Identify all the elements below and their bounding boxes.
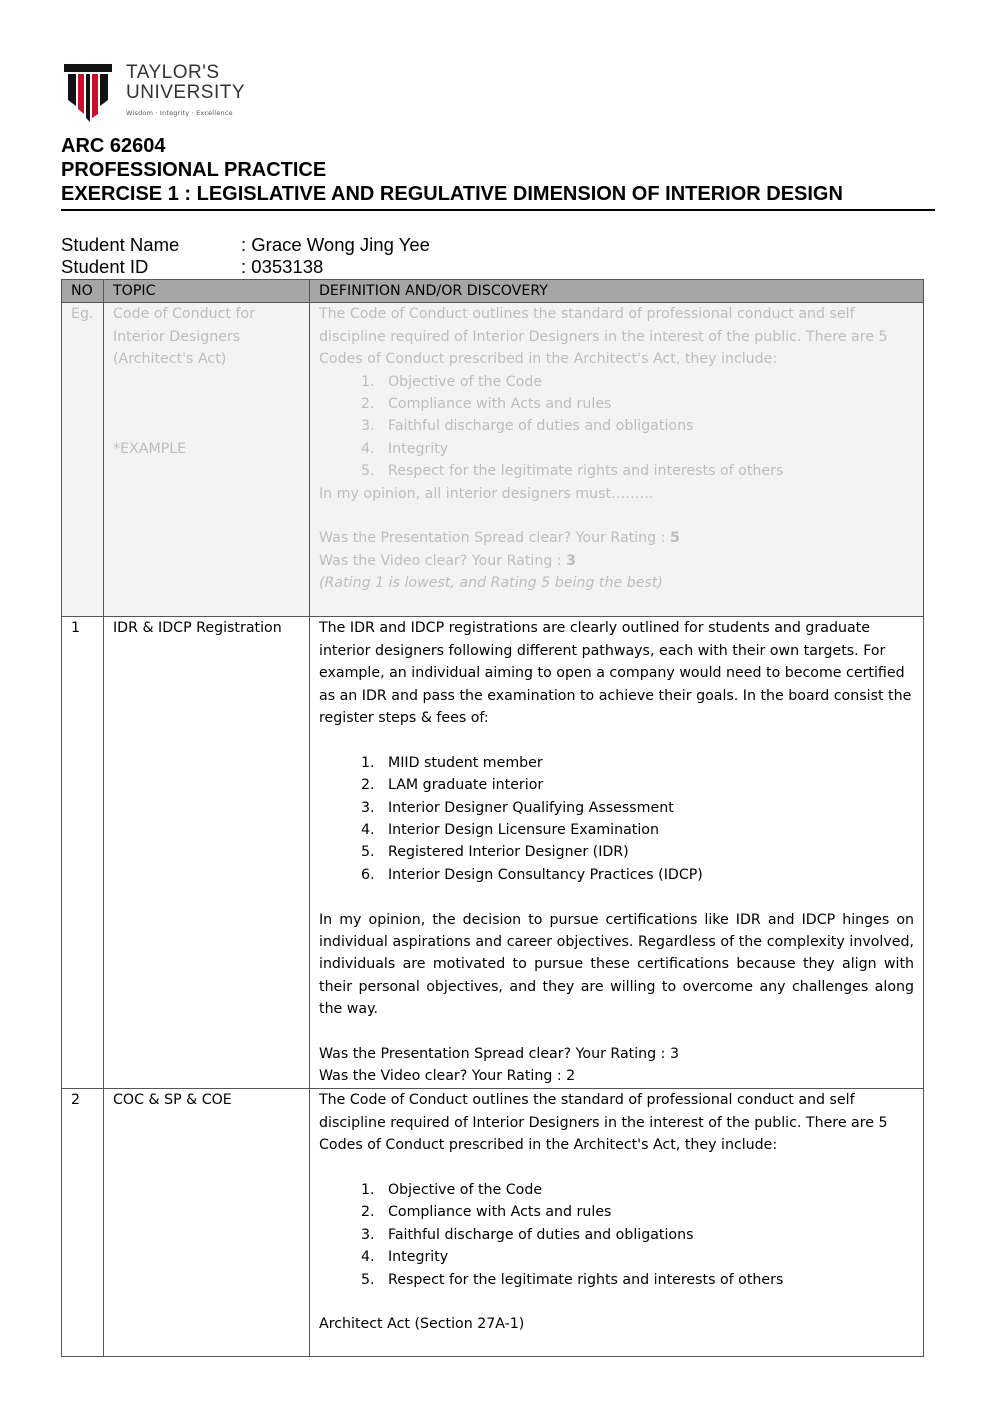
list-item: 3. Interior Designer Qualifying Assessment [379,797,923,819]
list-item: 5. Respect for the legitimate rights and interests of others [379,1269,923,1291]
list-item: 5. Registered Interior Designer (IDR) [379,841,923,863]
example-list [319,371,923,483]
logo-tagline: Wisdom · Integrity · Excellence [126,109,233,117]
row-list [319,752,923,886]
header-definition: DEFINITION AND/OR DISCOVERY [310,280,924,303]
row-topic: IDR & IDCP Registration [104,617,310,1089]
example-opinion: In my opinion, all interior designers must……… [319,485,654,502]
list-item: 2. LAM graduate interior [379,774,923,796]
example-rating-note: (Rating 1 is lowest, and Rating 5 being the best) [319,575,663,592]
rating-spread-label: Was the Presentation Spread clear? Your Rating : [319,530,670,547]
row-intro: The Code of Conduct outlines the standard of professional conduct and self discipline required of Interior Designers in the interest of the public. There are 5 Codes of Conduct prescribed in the Architect's Act, they include: [319,1092,888,1154]
row-topic: COC & SP & COE [104,1089,310,1357]
student-name-label: Student Name [61,234,180,255]
student-id-value: : 0353138 [241,256,324,277]
student-name-value: : Grace Wong Jing Yee [241,234,430,255]
row-rating-spread: Was the Presentation Spread clear? Your Rating : 3 [319,1046,679,1063]
row-footer: Architect Act (Section 27A-1) [319,1316,525,1333]
list-item: 1. Objective of the Code [379,1179,923,1201]
rating-video-value: 3 [566,552,577,569]
example-rating-spread [319,527,923,549]
course-name: PROFESSIONAL PRACTICE [61,159,327,181]
list-item: 1. MIID student member [379,752,923,774]
list-item: 2. Compliance with Acts and rules [379,393,923,415]
row-no: 2 [62,1089,104,1357]
list-item: 5. Respect for the legitimate rights and interests of others [379,460,923,482]
list-item: 4. Interior Design Licensure Examination [379,819,923,841]
row-list [319,1179,923,1291]
table-header-row [62,280,924,303]
logo-line2: UNIVERSITY [126,82,246,103]
row-definition [310,617,924,1089]
list-item: 1. Objective of the Code [379,371,923,393]
header-divider [61,209,935,211]
university-logo [62,60,262,122]
taylors-crest-icon [62,60,114,126]
example-no: Eg. [62,303,104,617]
example-topic-line: (Architect's Act) [113,351,227,368]
example-topic-line: Interior Designers [113,328,241,345]
exercise-table [61,279,924,1357]
list-item: 4. Integrity [379,438,923,460]
row-rating-video: Was the Video clear? Your Rating : 2 [319,1068,576,1085]
list-item: 3. Faithful discharge of duties and obligations [379,415,923,437]
row-definition [310,1089,924,1357]
row-no: 1 [62,617,104,1089]
table-row [62,1089,924,1357]
course-code: ARC 62604 [61,135,166,157]
table-row-example [62,303,924,617]
header-no: NO [62,280,104,303]
example-topic-line: Code of Conduct for [113,306,255,323]
example-intro: The Code of Conduct outlines the standard of professional conduct and self discipline required of Interior Designers in the interest of the public. There are 5 Codes of Conduct prescribed in the Architect's Act, they include: [319,306,888,368]
student-id-label: Student ID [61,256,149,277]
example-rating-video [319,550,923,572]
exercise-title: EXERCISE 1 : LEGISLATIVE AND REGULATIVE DIMENSION OF INTERIOR DESIGN [61,183,843,205]
example-definition [310,303,924,617]
rating-spread-value: 5 [669,530,680,547]
example-note: *EXAMPLE [113,440,187,457]
list-item: 4. Integrity [379,1246,923,1268]
logo-line1: TAYLOR'S [126,62,220,83]
table-row [62,617,924,1089]
row-opinion: In my opinion, the decision to pursue certifications like IDR and IDCP hinges on individual aspirations and career objectives. Regardless of the complexity involved, individuals are motivated to pursue these certifications because they align with their personal objectives, and they are willing to overcome any challenges along the way. [319,911,914,1018]
rating-video-label: Was the Video clear? Your Rating : [319,552,567,569]
row-intro: The IDR and IDCP registrations are clearly outlined for students and graduate interior designers following different pathways, each with their own targets. For example, an individual aiming to open a company would need to become certified as an IDR and pass the examination to achieve their goals. In the board consist the register steps & fees of: [319,620,912,727]
list-item: 2. Compliance with Acts and rules [379,1201,923,1223]
list-item: 6. Interior Design Consultancy Practices (IDCP) [379,864,923,886]
example-topic [104,303,310,617]
header-topic: TOPIC [104,280,310,303]
list-item: 3. Faithful discharge of duties and obligations [379,1224,923,1246]
